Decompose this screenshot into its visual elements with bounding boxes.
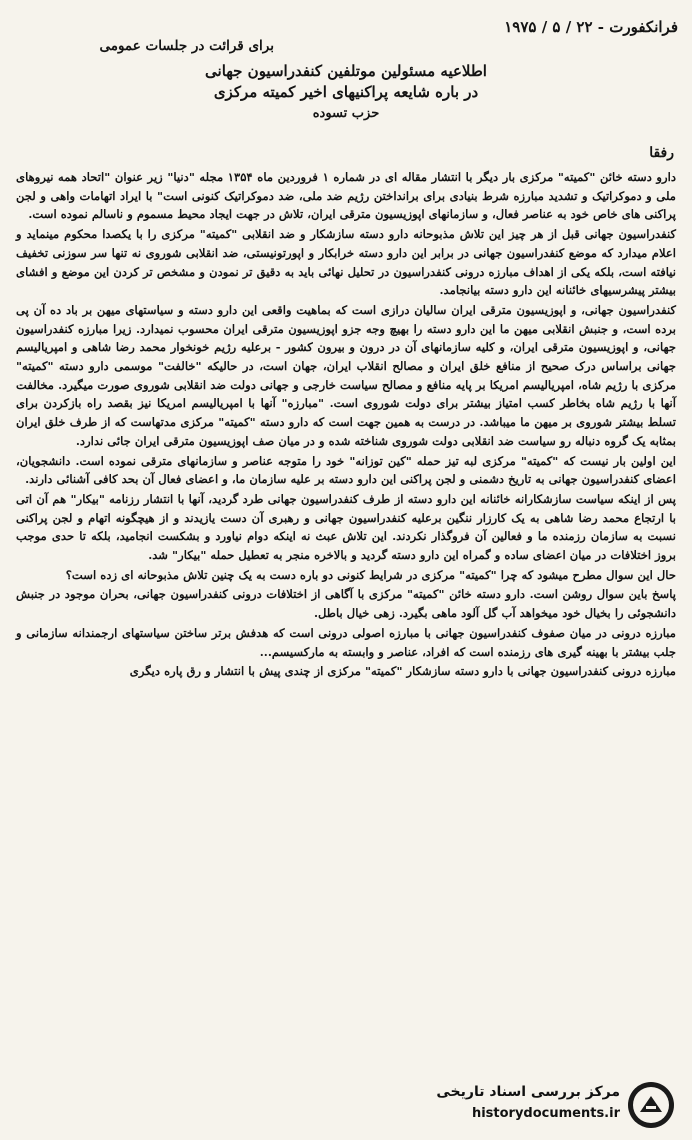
- watermark: [400, 1080, 678, 1132]
- paragraph: مبارزه درونی در میان صفوف کنفدراسیون جهانی با مبارزه اصولی درونی است که هدفش برتر ساختن سیاستهای ارجمندانه سازمانی و جلب بیشتر با بهینه گیری های رزمنده است که افراد، عناصر و وابسته به مارکسیسم...: [16, 625, 676, 659]
- header-note: برای قرائت در جلسات عمومی: [99, 38, 274, 54]
- watermark-text: مرکز بررسی اسناد تاریخی: [436, 1084, 620, 1100]
- paragraph: این اولین بار نیست که "کمیته" مرکزی لبه تیز حمله "کین توزانه" خود را متوجه عناصر و سازمانهای مترقی نموده است. دانشجویان، اعضای کنفدراسیون جهانی به تاریخ دشمنی و لجن پراکنی این دارو دسته بر علیه سازمان ما، و اعضای فعال آن بحد کافی آشنائی دارند.: [16, 453, 676, 487]
- paragraph: کنفدراسیون جهانی، و اپوزیسیون مترقی ایران سالیان درازی است که بماهیت واقعی این دارو دسته و سیاستهای میهن بر باد ده آن پی برده است، و جنبش انقلابی میهن ما این دارو دسته را بهیچ وجه جزو اپوزیسیون مترقی ایران محسوب نمیدارد. زیرا مبارزه کنفدراسیون جهانی، و اپوزیسیون مترقی ایران، و کلیه سازمانهای آن در درون و بیرون کشور - برعلیه رژیم خونخوار محمد رضا شاهی و امپریالیسم جهانی براساس درک صحیح از منافع خلق ایران و مصالح انقلاب ایران، جهان است، در حالیکه "خالفت" موسمی دارو دسته "کمیته" مرکزی با رژیم شاه، امپریالیسم امریکا بر پایه منافع و مصالح سیاست خارجی و جهانی دولت ضد انقلابی شوروی صورت میگیرد. مخالفت آنها با رژیم شاه بخاطر کسب امتیاز بیشتر برای دولت شوروی است. "مبارزه" آنها با امپریالیسم امریکا نیز بقصد راه بازکردن برای تسلط بیشتر شوروی بر میهن ما میباشد. در درست به همین جهت است که دارو دسته "کمیته" مرکزی مدتهاست که از طرف خلق ایران بمثابه یک گروه دنباله رو سیاست ضد انقلابی دولت شوروی شناخته شده و در میان صف اپوزیسیون مترقی ایران جائی ندارد.: [16, 302, 676, 448]
- paragraph: دارو دسته خائن "کمیته" مرکزی بار دیگر با انتشار مقاله ای در شماره ۱ فروردین ماه ۱۳۵۴ مجله "دنیا" زیر عنوان "اتحاد همه نیروهای ملی و دموکراتیک و تشدید مبارزه شرط بنیادی برای برانداختن رژیم ضد ملی، ضد دموکراتیک کنونی است" با ایراد اتهامات واهی و لجن پراکنی های خاص خود به عناصر فعال، و سازمانهای اپوزیسیون مترقی ایران، تلاش در جهت ایجاد محیط مسموم و ناسالم نموده است.: [16, 170, 677, 222]
- header-place-date: فرانکفورت - ۲۲ / ۵ / ۱۹۷۵: [504, 18, 678, 36]
- archive-book-logo-icon: [626, 1080, 676, 1130]
- paragraph: کنفدراسیون جهانی قبل از هر چیز این تلاش مذبوحانه دارو دسته سازشکار و ضد انقلابی "کمیته" مرکزی را با یکصدا محکوم مینماید و اعلام میدارد که موضع کنفدراسیون جهانی در برابر این دارو دسته خرابکار و اپورتونیستی، ضد انقلابی شوروی نه تنها سر سوزنی تخفیف نیافته است، بلکه یکی از اهداف مبارزه درونی کنفدراسیون در تحلیل نهائی باید به دقیق تر نمودن و مشخص تر کردن این موضع و افشای بیشتر پیشرسیهای خائنانه این دارو دسته بیانجامد.: [16, 227, 676, 298]
- salutation: رفقا: [649, 145, 674, 161]
- document-title-line-1: اطلاعیه مسئولین موتلفین کنفدراسیون جهانی: [205, 62, 487, 80]
- watermark-url: historydocuments.ir: [471, 1106, 620, 1121]
- paragraph: پس از اینکه سیاست سازشکارانه خائنانه این دارو دسته از طرف کنفدراسیون جهانی طرد گردید، آنها با انتشار رزنامه "بیکار" هم آن اتی با ارتجاع محمد رضا شاهی به یک کارزار ننگین برعلیه کنفدراسیون جهانی و رهبری آن دست یازیدند و از هیچگونه اتهام و لجن پراکنی نسبت به سازمان رزمنده ما و فعالین آن فروگذار نکردند. این تلاش عبث نه اینکه دوام نیاورد و بشکست انجامید، بلکه تا حدی موجب بروز اختلافات در میان اعضای ساده و گمراه این دارو دسته گردید و بالاخره منجر به تعطیل حمله "بیکار" شد.: [16, 491, 676, 563]
- document-title-line-3: حزب تسوده: [312, 106, 380, 121]
- paragraph: حال این سوال مطرح میشود که چرا "کمیته" مرکزی در شرایط کنونی دو باره دست به یک چنین تلاش مذبوحانه ای زده است؟: [65, 567, 676, 582]
- document-body: [16, 168, 676, 1118]
- document-title-line-2: در باره شایعه پراکنیهای اخیر کمیته مرکزی: [213, 83, 479, 101]
- paragraph: مبارزه درونی کنفدراسیون جهانی با دارو دسته سازشکار "کمیته" مرکزی از چندی پیش با انتشار و رق پاره دیگری: [129, 664, 676, 679]
- paragraph: پاسخ باین سوال روشن است. دارو دسته خائن "کمیته" مرکزی با آگاهی از اختلافات درونی کنفدراسیون جهانی، بحران موجود در جنبش دانشجوئی را بخیال خود میخواهد آب گل آلود ماهی بگیرد. زهی خیال باطل.: [16, 587, 676, 621]
